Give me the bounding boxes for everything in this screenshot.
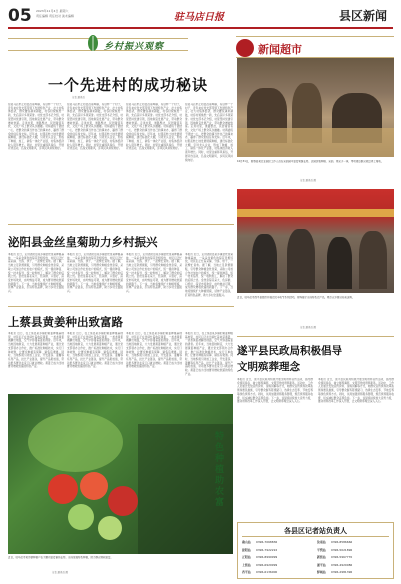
photo1-caption: 10月31日，新蔡县某农业园区工作人员在采摘园中查看果蔬长势。该园区集种植、采摘、观光于一体，带动周边群众就近务工增收。 [237, 160, 384, 163]
contact-phone: 0396-7922222 [256, 547, 278, 552]
article3-body-col2: 本报讯 近日，在上蔡县某乡镇的黄姜种植基地里，村民们正在田间忙着收获黄姜，一垄垄黄姜被翻出地面，空气中弥漫着姜的清香。近年来，当地因地制宜，大力发展黄姜种植产业，通过党支部领办合作社，推广标准化种植技术，实行订单收购，让群众种植有保障、销售有渠道。同时，当地积极引进加工企业，开发姜茶、姜糖等系列产品，拉长产业链条，提升产品附加值，带动更多群众在家门口就业增收。黄姜已成为当地群众增收致富的特色产业。 [67, 332, 123, 369]
article2-body-col4: 本报讯 近日，走进泌阳县某乡镇金丝皇菊种植基地，一朵朵金黄色的菊花竞相绽放，村民们正忙着采摘、分拣、烘干，一派繁忙景象。据了解，当地立足资源禀赋，引导群众种植金丝皇菊，采取公司加合作社加农户的模式，统一提供种苗、统一技术指导、统一收购加工，解决了群众的后顾之忧。金丝皇菊花朵大、色泽鲜、口感好，深受市场欢迎，亩均效益可观，成为群众增收致富的新路子。下一步，当地将继续扩大种植规模，延伸产业链条，打造特色品牌，助力乡村全面振兴。 [185, 253, 233, 297]
page-header [0, 0, 401, 32]
contact-station: 确山站 [242, 540, 251, 544]
article2-body-col2: 本报讯 近日，走进泌阳县某乡镇金丝皇菊种植基地，一朵朵金黄色的菊花竞相绽放，村民们正忙着采摘、分拣、烘干，一派繁忙景象。据了解，当地立足资源禀赋，引导群众种植金丝皇菊，采取公司加合作社加农户的模式，统一提供种苗、统一技术指导、统一收购加工，解决了群众的后顾之忧。金丝皇菊花朵大、色泽鲜、口感好，深受市场欢迎，亩均效益可观，成为群众增收致富的新路子。下一步，当地将继续扩大种植规模，延伸产业链条，打造特色品牌，助力乡村全面振兴。 [67, 253, 123, 294]
article2-body-col1: 本报讯 近日，走进泌阳县某乡镇金丝皇菊种植基地，一朵朵金黄色的菊花竞相绽放，村民们正忙着采摘、分拣、烘干，一派繁忙景象。据了解，当地立足资源禀赋，引导群众种植金丝皇菊，采取公司加合作社加农户的模式，统一提供种苗、统一技术指导、统一收购加工，解决了群众的后顾之忧。金丝皇菊花朵大、色泽鲜、口感好，深受市场欢迎，亩均效益可观，成为群众增收致富的新路子。下一步，当地将继续扩大种植规模，延伸产业链条，打造特色品牌，助力乡村全面振兴。 [8, 253, 64, 294]
photo-market [237, 58, 394, 157]
photo2-caption: 近日，驻马店市西平县组织开展农民丰收节系列活动，现场展示当地特色农产品，吸引众多群众前来选购。 [237, 296, 355, 299]
article1-byline: 记者 通讯员 [72, 96, 85, 99]
contact-row [242, 562, 391, 569]
article3-body-col4: 本报讯 近日，在上蔡县某乡镇的黄姜种植基地里，村民们正在田间忙着收获黄姜，一垄垄黄姜被翻出地面，空气中弥漫着姜的清香。近年来，当地因地制宜，大力发展黄姜种植产业，通过党支部领办合作社，推广标准化种植技术，实行订单收购，让群众种植有保障、销售有渠道。同时，当地积极引进加工企业，开发姜茶、姜糖等系列产品，拉长产业链条，提升产品附加值，带动更多群众在家门口就业增收。黄姜已成为当地群众增收致富的特色产业。 [185, 332, 233, 376]
contacts-table [242, 539, 391, 578]
news-market-badge [236, 39, 254, 57]
photo-greenhouse-tomatoes [8, 394, 233, 554]
photo3-overlay-title: 特色种植助农富 [215, 432, 225, 508]
article3-headline: 上蔡县黄姜种出致富路 [8, 315, 123, 329]
article1-body-col3: 在驻马店市正阳县汝南埠镇，有这样一个村子，近年来在党支部带领下发展特色产业，壮大村集体经济，群众腰包越来越鼓，村容村貌焕然一新，先后获评多项荣誉。村党支部书记介绍，村里坚持党建引领，因地制宜发展产业，带动群众增收致富。走进村里，道路整洁，民居错落有致，文化广场上群众其乐融融。村两委班子团结一心，把群众的事当作自己的事来办，赢得了群众的信任和支持。近年来，村里流转土地发展规模种植，建设标准化大棚，引进龙头企业，形成了种植、加工、销售一体化产业链，村集体经济收入逐年增长。同时，村里注重移风易俗，开展评选活动，弘扬文明新风，乡风民风持续向好。 [126, 103, 182, 151]
photo3-caption: 近日，驻马店市某乡镇种植户在大棚内查看番茄长势。当地发展特色种植，助力群众增收致富。 [8, 556, 114, 559]
date-line: 2023年11月4日 星期六 [36, 9, 69, 13]
divider [8, 306, 234, 307]
contact-station: 遂平站 [317, 562, 326, 567]
contact-phone: 0396-5967770 [331, 555, 353, 560]
banner-title: 乡村振兴观察 [104, 42, 165, 52]
contact-phone: 0396-7068836 [256, 540, 278, 544]
contact-phone: 0396-6929999 [256, 562, 278, 567]
contact-phone: 0396-8999999 [256, 555, 278, 560]
article1-body-col1: 在驻马店市正阳县汝南埠镇，有这样一个村子，近年来在党支部带领下发展特色产业，壮大村集体经济，群众腰包越来越鼓，村容村貌焕然一新，先后获评多项荣誉。村党支部书记介绍，村里坚持党建引领，因地制宜发展产业，带动群众增收致富。走进村里，道路整洁，民居错落有致，文化广场上群众其乐融融。村两委班子团结一心，把群众的事当作自己的事来办，赢得了群众的信任和支持。近年来，村里流转土地发展规模种植，建设标准化大棚，引进龙头企业，形成了种植、加工、销售一体化产业链，村集体经济收入逐年增长。同时，村里注重移风易俗，开展评选活动，弘扬文明新风，乡风民风持续向好。 [8, 103, 64, 151]
article3-body-col1: 本报讯 近日，在上蔡县某乡镇的黄姜种植基地里，村民们正在田间忙着收获黄姜，一垄垄黄姜被翻出地面，空气中弥漫着姜的清香。近年来，当地因地制宜，大力发展黄姜种植产业，通过党支部领办合作社，推广标准化种植技术，实行订单收购，让群众种植有保障、销售有渠道。同时，当地积极引进加工企业，开发姜茶、姜糖等系列产品，拉长产业链条，提升产品附加值，带动更多群众在家门口就业增收。黄姜已成为当地群众增收致富的特色产业。 [8, 332, 64, 369]
contact-station: 驿城站 [317, 570, 326, 575]
news-market-title: 新闻超市 [258, 43, 302, 56]
contact-station: 汝南站 [317, 540, 326, 544]
contact-row [242, 547, 391, 554]
contact-station: 新蔡站 [317, 555, 326, 560]
photo2-byline: 记者 通讯员 摄 [300, 326, 316, 329]
contact-phone: 0396-8586666 [331, 540, 353, 544]
paper-name: 驻马店日报 [174, 12, 224, 23]
article1-body-col2: 在驻马店市正阳县汝南埠镇，有这样一个村子，近年来在党支部带领下发展特色产业，壮大村集体经济，群众腰包越来越鼓，村容村貌焕然一新，先后获评多项荣誉。村党支部书记介绍，村里坚持党建引领，因地制宜发展产业，带动群众增收致富。走进村里，道路整洁，民居错落有致，文化广场上群众其乐融融。村两委班子团结一心，把群众的事当作自己的事来办，赢得了群众的信任和支持。近年来，村里流转土地发展规模种植，建设标准化大棚，引进龙头企业，形成了种植、加工、销售一体化产业链，村集体经济收入逐年增长。同时，村里注重移风易俗，开展评选活动，弘扬文明新风，乡风民风持续向好。 [67, 103, 123, 151]
article4-body-col2: 本报讯 近日，遂平县民政局积极开展文明殡葬宣传活动，倡导群众移风易俗，树立厚养薄葬、文明节俭的殡葬新风。活动中，工作人员通过发放宣传资料、现场讲解等方式，向群众宣传殡葬改革政策和惠民措施，引导群众摒弃陈规陋习，选择生态安葬、节地安葬等绿色殡葬方式。同时，该局加强殡葬服务管理，规范殡葬服务收费，切实减轻群众丧葬负担。下一步，该局将持续加大宣传力度，推动殡葬改革工作深入开展，让文明殡葬理念深入人心。 [318, 378, 394, 404]
contact-station: 平舆站 [317, 547, 326, 552]
contact-station: 西平站 [242, 570, 251, 575]
contact-station: 正阳站 [242, 555, 251, 560]
leaf-icon [86, 34, 100, 52]
contact-row [242, 569, 391, 576]
contacts-rule [242, 536, 389, 537]
contact-row [242, 539, 391, 546]
article1-headline: 一个先进村的成功秘诀 [48, 76, 209, 94]
section-title: 县区新闻 [339, 9, 388, 23]
contact-phone: 0396-5021896 [331, 547, 353, 552]
contact-row [242, 554, 391, 561]
photo-festival [237, 189, 394, 293]
article2-headline: 泌阳县金丝皇菊助力乡村振兴 [8, 235, 158, 249]
contact-phone: 0396-4920086 [331, 562, 353, 567]
article1-body-col4: 在驻马店市正阳县汝南埠镇，有这样一个村子，近年来在党支部带领下发展特色产业，壮大村集体经济，群众腰包越来越鼓，村容村貌焕然一新，先后获评多项荣誉。村党支部书记介绍，村里坚持党建引领，因地制宜发展产业，带动群众增收致富。走进村里，道路整洁，民居错落有致，文化广场上群众其乐融融。村两委班子团结一心，把群众的事当作自己的事来办，赢得了群众的信任和支持。近年来，村里流转土地发展规模种植，建设标准化大棚，引进龙头企业，形成了种植、加工、销售一体化产业链，村集体经济收入逐年增长。同时，村里注重移风易俗，开展评选活动，弘扬文明新风，乡风民风持续向好。 [185, 103, 233, 162]
contacts-box [237, 522, 394, 579]
banner-rural-revitalization [8, 33, 188, 55]
photo3-byline: 记者 通讯员 摄 [52, 571, 68, 574]
photo1-byline: 记者 通讯员 摄 [300, 179, 316, 182]
article4-body-col1: 本报讯 近日，遂平县民政局积极开展文明殡葬宣传活动，倡导群众移风易俗，树立厚养薄葬、文明节俭的殡葬新风。活动中，工作人员通过发放宣传资料、现场讲解等方式，向群众宣传殡葬改革政策和惠民措施，引导群众摒弃陈规陋习，选择生态安葬、节地安葬等绿色殡葬方式。同时，该局加强殡葬服务管理，规范殡葬服务收费，切实减轻群众丧葬负担。下一步，该局将持续加大宣传力度，推动殡葬改革工作深入开展，让文明殡葬理念深入人心。 [237, 378, 313, 404]
news-market-banner [236, 36, 394, 58]
header-rule [8, 27, 393, 29]
article3-body-col3: 本报讯 近日，在上蔡县某乡镇的黄姜种植基地里，村民们正在田间忙着收获黄姜，一垄垄黄姜被翻出地面，空气中弥漫着姜的清香。近年来，当地因地制宜，大力发展黄姜种植产业，通过党支部领办合作社，推广标准化种植技术，实行订单收购，让群众种植有保障、销售有渠道。同时，当地积极引进加工企业，开发姜茶、姜糖等系列产品，拉长产业链条，提升产品附加值，带动更多群众在家门口就业增收。黄姜已成为当地群众增收致富的特色产业。 [126, 332, 182, 369]
divider [237, 336, 394, 337]
article2-body-col3: 本报讯 近日，走进泌阳县某乡镇金丝皇菊种植基地，一朵朵金黄色的菊花竞相绽放，村民们正忙着采摘、分拣、烘干，一派繁忙景象。据了解，当地立足资源禀赋，引导群众种植金丝皇菊，采取公司加合作社加农户的模式，统一提供种苗、统一技术指导、统一收购加工，解决了群众的后顾之忧。金丝皇菊花朵大、色泽鲜、口感好，深受市场欢迎，亩均效益可观，成为群众增收致富的新路子。下一步，当地将继续扩大种植规模，延伸产业链条，打造特色品牌，助力乡村全面振兴。 [126, 253, 182, 294]
contact-station: 上蔡站 [242, 562, 251, 567]
contacts-title: 各县区记者站负责人 [284, 526, 347, 535]
contact-phone: 0396-6136000 [256, 570, 278, 575]
article4-headline-1: 遂平县民政局积极倡导 [237, 345, 342, 357]
editor-line: 责任编辑 责任校对 美术编辑 [36, 14, 74, 18]
contact-station: 泌阳站 [242, 547, 251, 552]
contact-phone: 0396-2981396 [331, 570, 353, 575]
article4-headline-2: 文明殡葬理念 [237, 361, 300, 373]
page-number: 05 [8, 6, 32, 26]
divider [8, 224, 234, 225]
